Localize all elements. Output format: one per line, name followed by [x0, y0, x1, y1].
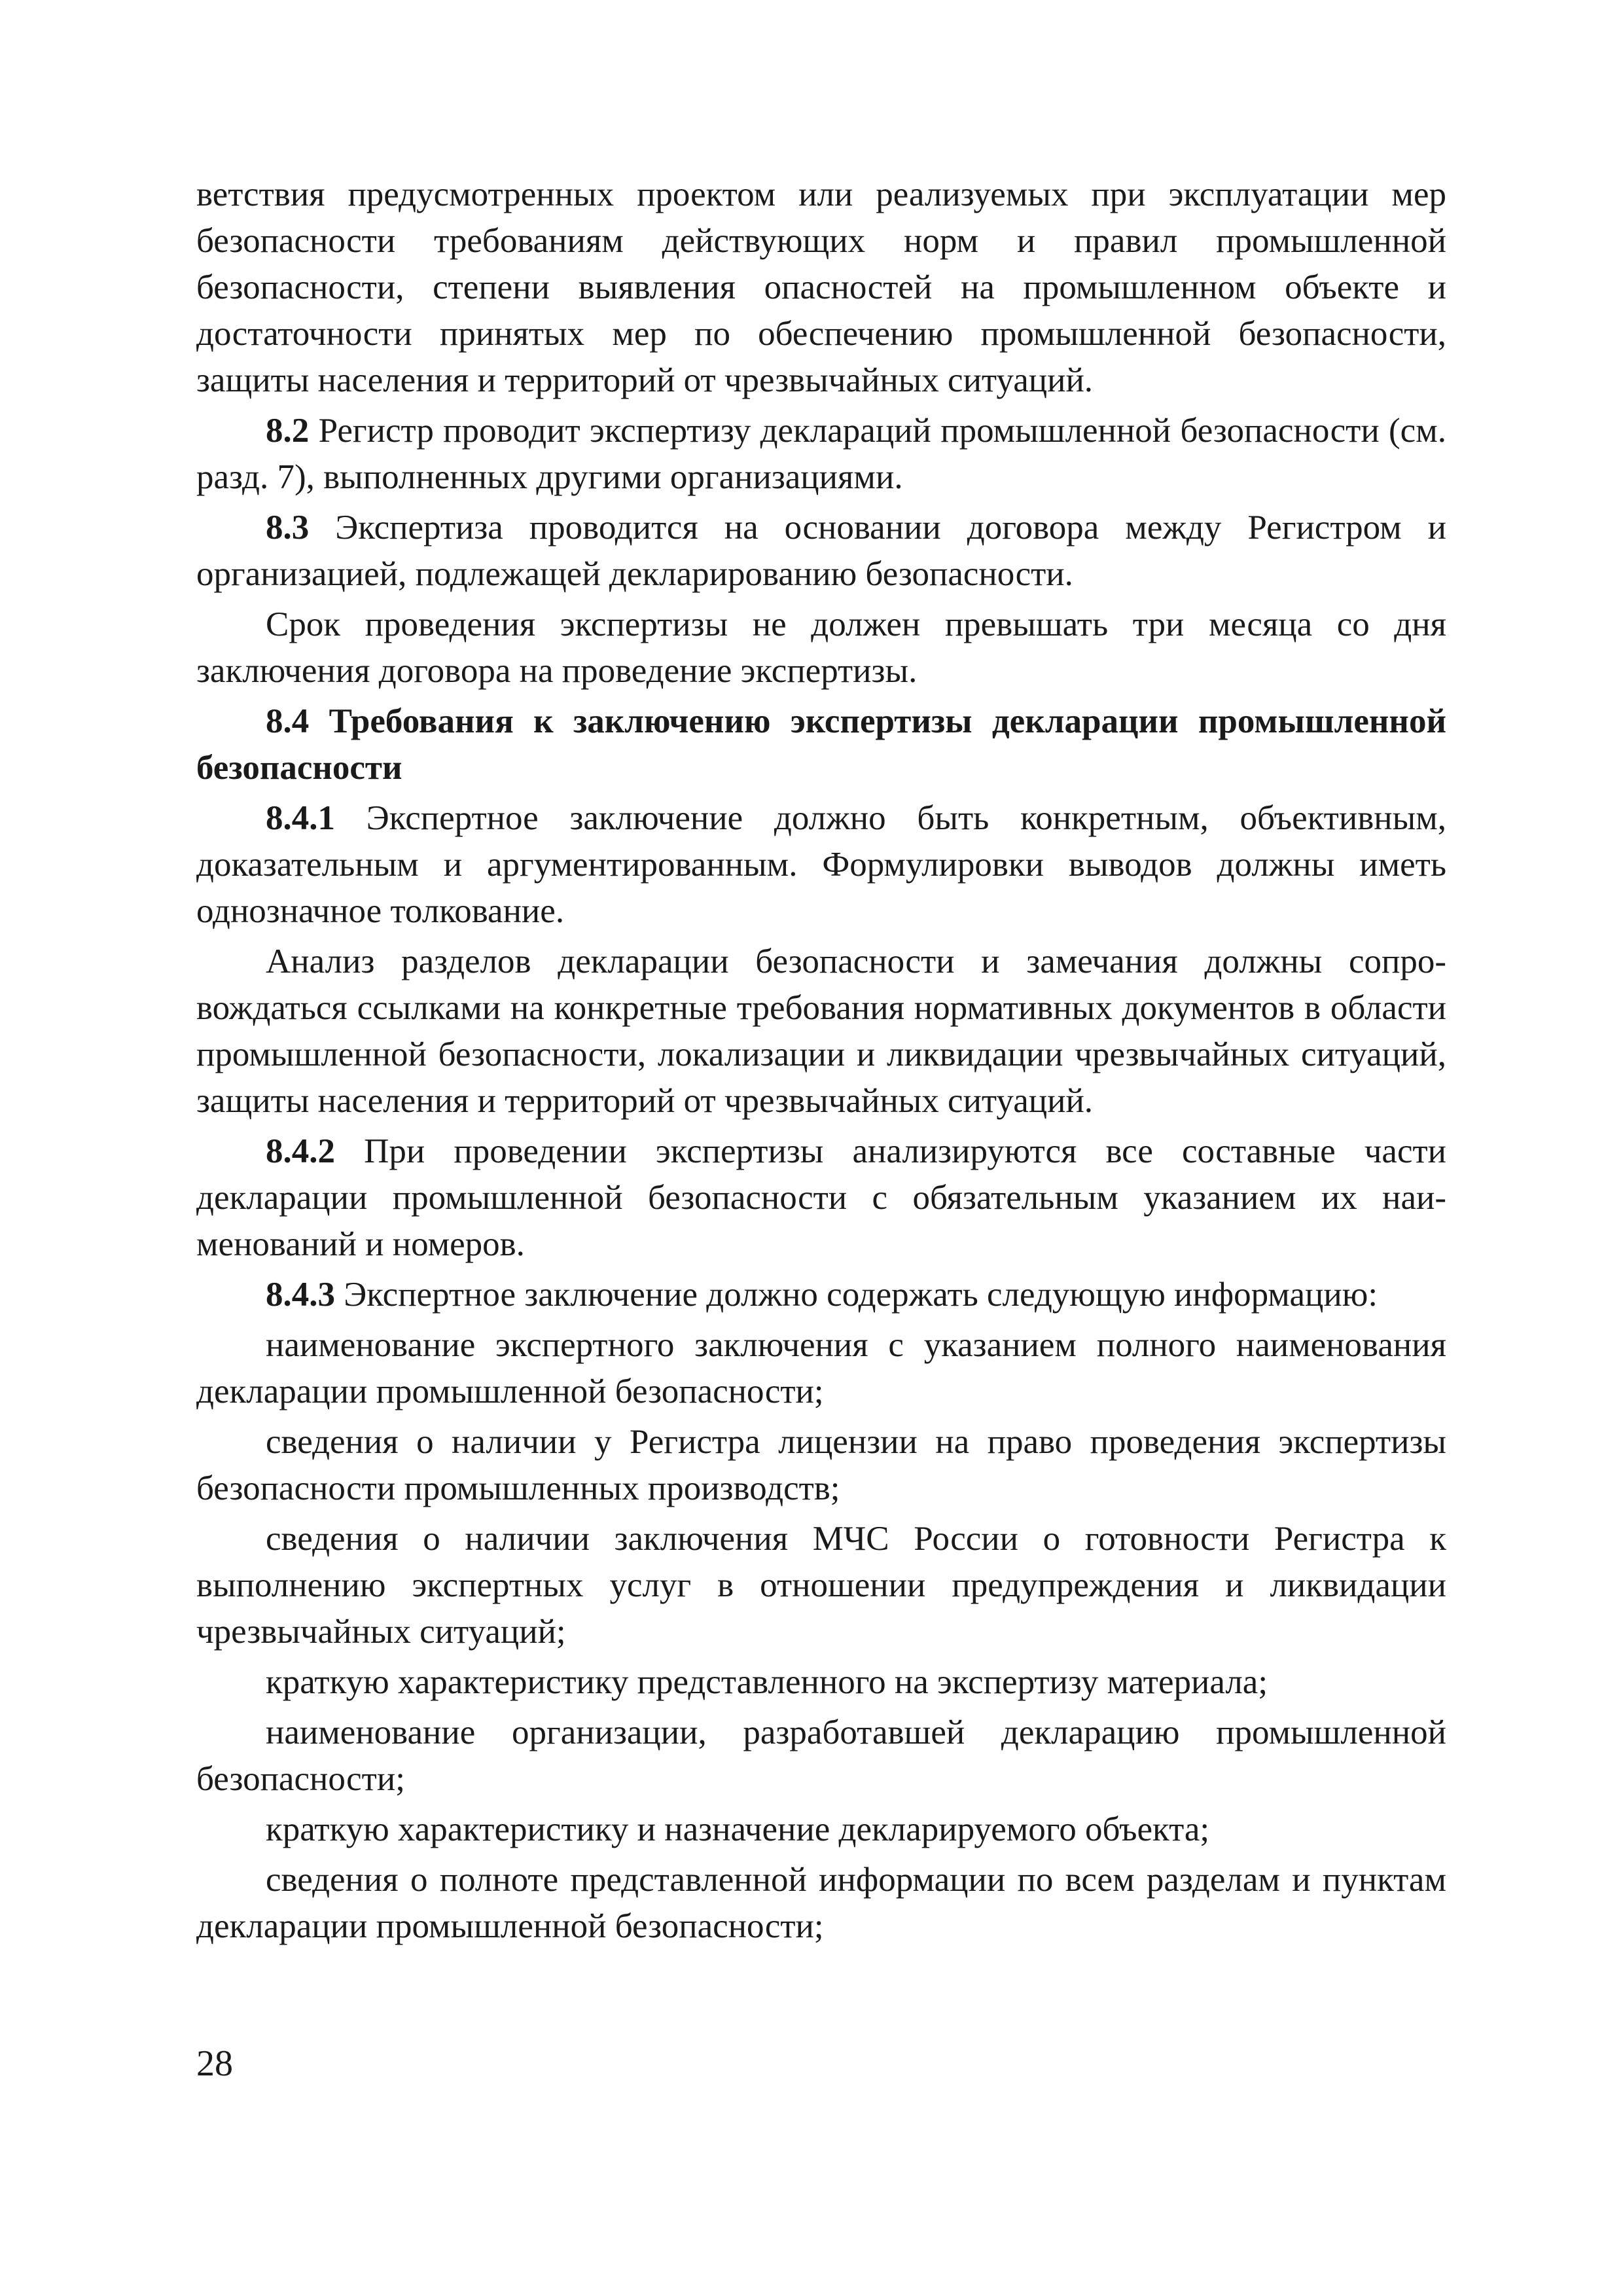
list-item — [196, 1419, 1446, 1512]
clause-8-4-3 — [196, 1272, 1446, 1318]
paragraph-text: краткую характеристику представленного на экспертизу материала; — [266, 1663, 1268, 1701]
list-item — [196, 1659, 1446, 1706]
paragraph-text: наименование экспертного заключения с указанием полного наименования декларации промышленной безопасности; — [196, 1326, 1446, 1410]
paragraph-text: Экспертиза проводится на основании договора между Регистром и организацией, подлежащей декларированию безопасности. — [196, 509, 1446, 593]
paragraph-text: ветствия предусмотренных проектом или реализуемых при эксплуатации мер безопасности требованиям действующих норм и правил промышленной безопасности, степени выявления опасностей на промышленном объекте и достаточности принятых мер по обеспечению промышленной безопасности, защиты населения и территорий от чрезвычайных ситуаций. — [196, 175, 1446, 399]
paragraph-text: наименование организации, разработавшей декларацию промышленной безопасности; — [196, 1713, 1446, 1798]
paragraph-term — [196, 601, 1446, 694]
clause-number: 8.2 — [266, 412, 310, 450]
paragraph-text: краткую характеристику и назначение декларируемого объекта; — [266, 1810, 1210, 1848]
clause-number: 8.4.1 — [266, 799, 335, 837]
section-heading-8-4 — [196, 698, 1446, 791]
paragraph-continuation — [196, 171, 1446, 404]
paragraph-text: Экспертное заключение должно быть конкретным, объективным, доказательным и аргументированным. Формулировки выводов должны иметь однозначное толкование. — [196, 799, 1446, 930]
clause-number: 8.4.2 — [266, 1132, 335, 1170]
list-item — [196, 1710, 1446, 1803]
list-item — [196, 1322, 1446, 1415]
page-number: 28 — [196, 2043, 233, 2084]
clause-8-3 — [196, 505, 1446, 598]
paragraph-analysis — [196, 939, 1446, 1124]
paragraph-text: сведения о полноте представленной информации по всем разделам и пунктам декларации промышленной безопасности; — [196, 1861, 1446, 1945]
clause-8-4-1 — [196, 795, 1446, 935]
list-item — [196, 1857, 1446, 1950]
paragraph-text: Анализ разделов декларации безопасности и замечания должны сопровождаться ссылками на конкретные требования нормативных документов в области промышленной безопасности, локализации и ликвидации чрезвычайных ситуаций, защиты населения и территорий от чрезвычайных ситуаций. — [196, 942, 1446, 1120]
heading-text: 8.4 Требования к заключению экспертизы декларации промышленной безопасности — [196, 702, 1446, 787]
clause-number: 8.4.3 — [266, 1276, 335, 1314]
body-text — [196, 171, 1446, 1954]
list-item — [196, 1806, 1446, 1853]
list-item — [196, 1516, 1446, 1655]
clause-8-2 — [196, 408, 1446, 501]
clause-8-4-2 — [196, 1128, 1446, 1268]
paragraph-text: Срок проведения экспертизы не должен превышать три месяца со дня заключения договора на проведение экспертизы. — [196, 605, 1446, 690]
paragraph-text: сведения о наличии у Регистра лицензии на право проведения экспертизы безопасности промышленных производств; — [196, 1423, 1446, 1507]
clause-number: 8.3 — [266, 509, 310, 547]
paragraph-text: При проведении экспертизы анализируются все составные части декларации промышленной безопасности с обязательным указанием их наименований и номеров. — [196, 1132, 1446, 1263]
paragraph-text: Регистр проводит экспертизу деклараций промышленной безопасности (см. разд. 7), выполненных другими организациями. — [196, 412, 1446, 496]
paragraph-text: Экспертное заключение должно содержать следующую информацию: — [335, 1276, 1378, 1314]
paragraph-text: сведения о наличии заключения МЧС России о готовности Регистра к выполнению экспертных услуг в отношении предупреждения и ликвидации чрезвычайных ситуаций; — [196, 1520, 1446, 1651]
